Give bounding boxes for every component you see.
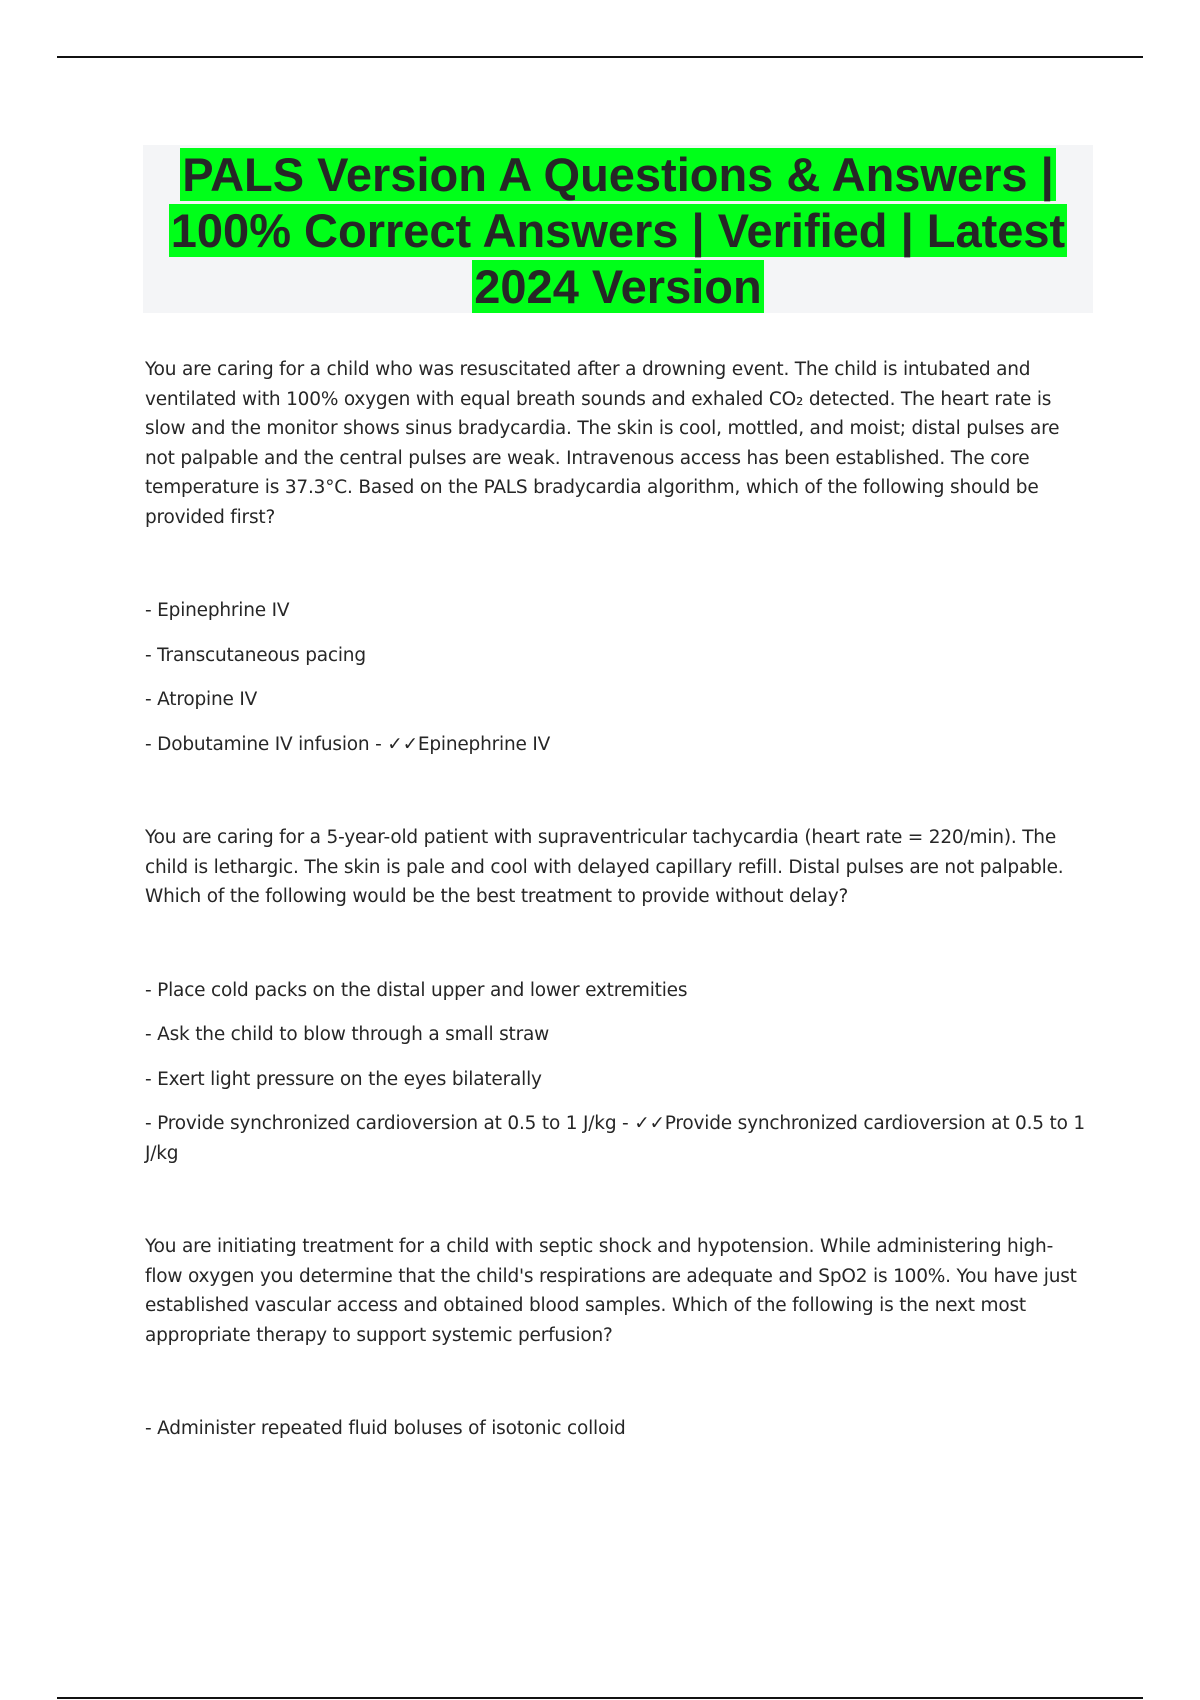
answer-option: - Atropine IV (145, 689, 258, 710)
answer-option: - Place cold packs on the distal upper and lower extremities (145, 979, 688, 1001)
bottom-rule (57, 1697, 1143, 1699)
document-body (145, 355, 1090, 1459)
question-text: You are caring for a 5-year-old patient with supraventricular tachycardia (heart rate = 220/min). The child is lethargic. The skin is pale and cool with delayed capillary refill. Distal pulses are not palpable. Which of the following would be the best treatment to provide without delay? (145, 827, 1064, 907)
answer-option: - Transcutaneous pacing (145, 644, 366, 666)
question-text: You are caring for a child who was resuscitated after a drowning event. The child is intubated and ventilated with 100% oxygen with equal breath sounds and exhaled CO₂ detected. The heart rate is slow and the monitor shows sinus bradycardia. The skin is cool, mottled, and moist; distal pulses are not palpable and the central pulses are weak. Intravenous access has been established. The core temperature is 37.3°C. Based on the PALS bradycardia algorithm, which of the following should be provided first? (145, 359, 1060, 528)
question-block-3 (145, 1232, 1090, 1444)
question-block-2 (145, 823, 1090, 1168)
answer-option: - Administer repeated fluid boluses of isotonic colloid (145, 1418, 626, 1439)
answer-options (145, 596, 1090, 759)
question-block-1 (145, 355, 1090, 759)
top-rule (57, 56, 1143, 58)
title-banner (143, 145, 1093, 313)
answer-option-with-correct-answer: - Dobutamine IV infusion - ✓✓Epinephrine IV (145, 733, 551, 755)
answer-option: - Exert light pressure on the eyes bilaterally (145, 1068, 542, 1090)
answer-option: - Epinephrine IV (145, 600, 290, 621)
answer-options (145, 976, 1090, 1169)
answer-option-with-correct-answer: - Provide synchronized cardioversion at 0.5 to 1 J/kg - ✓✓Provide synchronized cardioversion at 0.5 to 1 J/kg (145, 1113, 1085, 1164)
answer-options (145, 1414, 1090, 1444)
document-title (143, 145, 1093, 315)
answer-option: - Ask the child to blow through a small straw (145, 1024, 550, 1045)
title-highlight: PALS Version A Questions & Answers | 100% Correct Answers | Verified | Latest 2024 Version (170, 148, 1066, 313)
question-text: You are initiating treatment for a child with septic shock and hypotension. While administering high-flow oxygen you determine that the child's respirations are adequate and SpO2 is 100%. You have just established vascular access and obtained blood samples. Which of the following is the next most appropriate therapy to support systemic perfusion? (145, 1236, 1077, 1346)
